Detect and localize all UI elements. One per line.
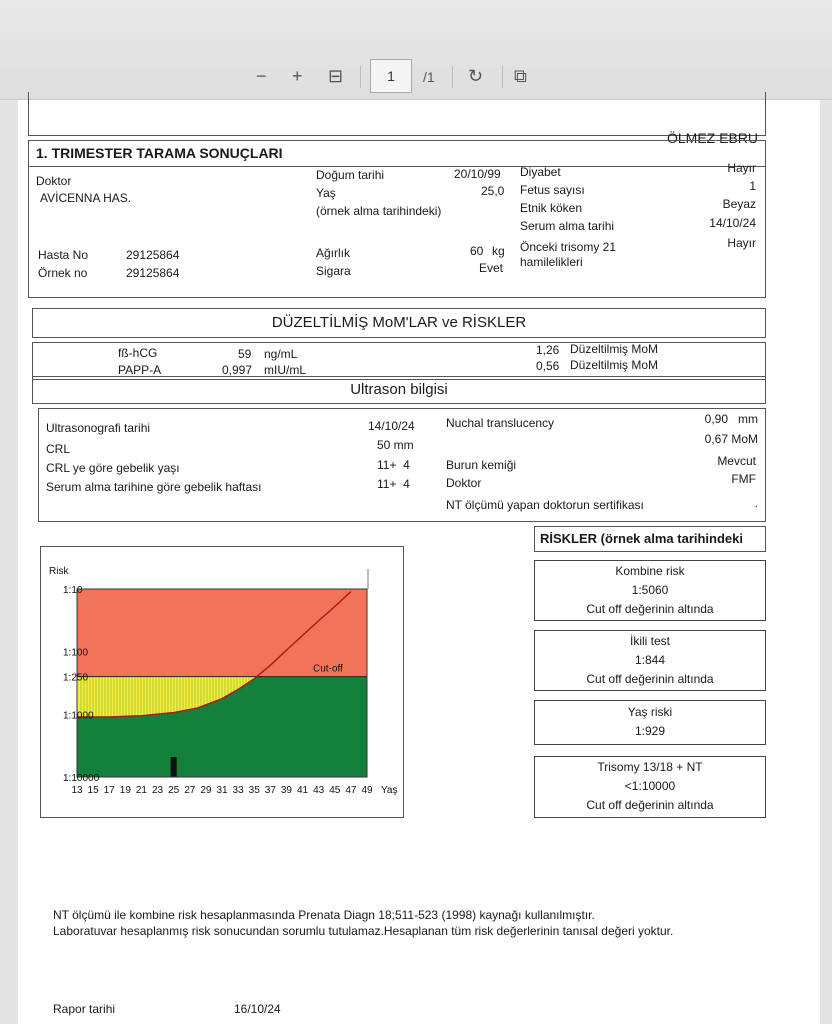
report-title: 1. TRIMESTER TARAMA SONUÇLARI: [36, 145, 283, 161]
prev-trisomy-label: Önceki trisomy 21: [520, 240, 617, 254]
risk-box-title: İkili test: [629, 634, 670, 648]
pappa-unit: mIU/mL: [264, 363, 306, 377]
risks-title: RİSKLER (örnek alma tarihindeki: [534, 526, 766, 552]
mom-title: DÜZELTİLMİŞ MoM'LAR ve RİSKLER: [32, 308, 766, 338]
toolbar-divider: [502, 66, 503, 88]
crl-label: CRL: [46, 442, 71, 456]
nasal-bone-value: Mevcut: [717, 454, 756, 468]
hcg-name: fß-hCG: [118, 346, 158, 360]
age-label: Yaş: [316, 186, 336, 200]
cert-value: .: [754, 496, 758, 510]
x-tick-label: 27: [184, 785, 196, 796]
risk-box-trisomy-13-18: [534, 756, 766, 818]
risk-box-note: Cut off değerinin altında: [586, 672, 714, 686]
fetus-label: Fetus sayısı: [520, 183, 585, 197]
x-tick-label: 29: [200, 785, 212, 796]
risk-box-value: 1:844: [634, 653, 666, 667]
risk-box-value: 1:929: [634, 724, 666, 738]
ethnic-value: Beyaz: [722, 197, 756, 211]
nt-value: 0,90 mm: [704, 412, 758, 426]
pappa-mom-label: Düzeltilmiş MoM: [570, 358, 659, 372]
prev-trisomy-value: Hayır: [727, 236, 756, 250]
hasta-no-value: 29125864: [126, 248, 180, 262]
patient-name: ÖLMEZ EBRU: [666, 130, 758, 146]
patient-age-marker: [171, 757, 177, 777]
hcg-value: 59: [238, 347, 252, 361]
x-tick-label: 35: [248, 785, 260, 796]
risk-box-combined: [534, 560, 766, 621]
ga-crl-value: 11+ 4: [377, 458, 410, 472]
page-total: /1: [423, 69, 435, 85]
doctor-label: Doktor: [36, 174, 72, 188]
x-tick-label: 45: [329, 785, 341, 796]
crl-value: 50 mm: [377, 438, 414, 452]
zoom-in-button[interactable]: +: [292, 66, 303, 86]
footer-note-1: NT ölçümü ile kombine risk hesaplanmasında Prenata Diagn 18;511-523 (1998) kaynağı kullanılmıştır.: [53, 908, 595, 922]
x-tick-label: 31: [216, 785, 228, 796]
risk-box-title: Kombine risk: [615, 564, 685, 578]
footer-note-2: Laboratuvar hesaplanmış risk sonucundan sorumlu tutulamaz.Hesaplanan tüm risk değerlerinin tanısal değeri yoktur.: [53, 924, 674, 938]
ornek-no-value: 29125864: [126, 266, 180, 280]
page-view-icon[interactable]: ⧉: [514, 66, 527, 86]
nt-label: Nuchal translucency: [446, 416, 555, 430]
x-tick-label: 49: [361, 785, 373, 796]
x-tick-label: 37: [264, 785, 276, 796]
ga-crl-label: CRL ye göre gebelik yaşı: [46, 461, 180, 475]
hcg-mom: 1,26: [536, 343, 560, 357]
y-tick-label: 1:10000: [63, 773, 100, 784]
risk-box-title: Trisomy 13/18 + NT: [597, 760, 703, 774]
serum-date-label: Serum alma tarihi: [520, 219, 615, 233]
us-doctor-label: Doktor: [446, 476, 482, 490]
x-tick-label: 17: [103, 785, 115, 796]
ga-serum-label: Serum alma tarihine göre gebelik haftası: [46, 480, 262, 494]
age-note: (örnek alma tarihindeki): [316, 204, 442, 218]
y-tick-label: 1:10: [63, 585, 83, 596]
us-date-value: 14/10/24: [368, 419, 415, 433]
diabetes-value: Hayır: [727, 161, 756, 175]
risk-box-note: Cut off değerinin altında: [586, 798, 714, 812]
risk-box-double-test: [534, 630, 766, 691]
x-tick-label: 39: [280, 785, 293, 796]
y-tick-label: 1:1000: [63, 710, 94, 722]
x-tick-label: 33: [232, 785, 244, 796]
serum-date-value: 14/10/24: [709, 216, 756, 230]
us-doctor-value: FMF: [731, 472, 756, 486]
ga-serum-value: 11+ 4: [377, 477, 410, 491]
page-number-input[interactable]: 1: [370, 59, 412, 93]
cert-label: NT ölçümü yapan doktorun sertifikası: [446, 498, 644, 512]
birth-value: 20/10/99: [454, 167, 501, 181]
nt-mom: 0,67 MoM: [704, 432, 758, 446]
page-top-frame: [28, 92, 766, 136]
fetus-value: 1: [749, 179, 756, 193]
x-tick-label: 13: [71, 785, 83, 796]
diabetes-label: Diyabet: [520, 165, 561, 179]
x-tick-label: 43: [313, 785, 325, 796]
risk-box-note: Cut off değerinin altında: [586, 602, 714, 616]
x-tick-label: 19: [119, 785, 131, 796]
hasta-no-label: Hasta No: [38, 248, 89, 262]
risk-box-age: [534, 700, 766, 745]
x-tick-label: 47: [345, 785, 357, 796]
x-tick-label: 41: [296, 785, 309, 796]
weight-unit: kg: [492, 244, 505, 258]
risk-box-title: Yaş riski: [627, 705, 673, 719]
hcg-unit: ng/mL: [264, 347, 298, 361]
fit-page-icon[interactable]: ⊟: [328, 66, 344, 86]
birth-label: Doğum tarihi: [316, 168, 385, 182]
x-tick-label: 25: [168, 785, 180, 796]
age-value: 25,0: [481, 184, 505, 198]
ornek-no-label: Örnek no: [38, 266, 88, 280]
zoom-out-button[interactable]: −: [256, 66, 267, 86]
weight-value: 60: [470, 244, 484, 258]
pappa-mom: 0,56: [536, 359, 560, 373]
x-axis-label: Yaş: [381, 785, 398, 796]
ethnic-label: Etnik köken: [520, 201, 583, 215]
pdf-viewer-toolbar: [0, 0, 832, 100]
report-page: [18, 100, 820, 1024]
ultrason-title: Ultrason bilgisi: [32, 376, 766, 404]
x-tick-label: 15: [87, 785, 99, 796]
us-date-label: Ultrasonografi tarihi: [46, 421, 151, 435]
doctor-value: AVİCENNA HAS.: [40, 191, 132, 205]
risk-chart: [41, 547, 405, 819]
hcg-mom-label: Düzeltilmiş MoM: [570, 342, 659, 356]
pappa-name: PAPP-A: [118, 363, 162, 377]
x-tick-label: 21: [135, 785, 148, 796]
risk-box-value: 1:5060: [631, 583, 669, 597]
nasal-bone-label: Burun kemiği: [446, 458, 517, 472]
y-tick-label: 1:250: [63, 672, 89, 684]
weight-label: Ağırlık: [316, 246, 351, 260]
toolbar-divider: [452, 66, 453, 88]
prev-trisomy-label-2: hamilelikleri: [520, 255, 583, 269]
cutoff-label: Cut-off: [313, 663, 343, 675]
pappa-value: 0,997: [222, 363, 253, 377]
risk-chart-frame: [40, 546, 404, 818]
report-date-value: 16/10/24: [234, 1002, 281, 1016]
y-tick-label: 1:100: [63, 647, 89, 659]
smoke-label: Sigara: [316, 264, 351, 278]
rotate-icon[interactable]: ↻: [468, 66, 484, 86]
y-axis-label: Risk: [49, 566, 69, 577]
smoke-value: Evet: [479, 261, 504, 275]
x-tick-label: 23: [151, 785, 164, 796]
risk-box-value: <1:10000: [624, 779, 676, 793]
report-date-label: Rapor tarihi: [53, 1002, 116, 1016]
toolbar-divider: [360, 66, 361, 88]
